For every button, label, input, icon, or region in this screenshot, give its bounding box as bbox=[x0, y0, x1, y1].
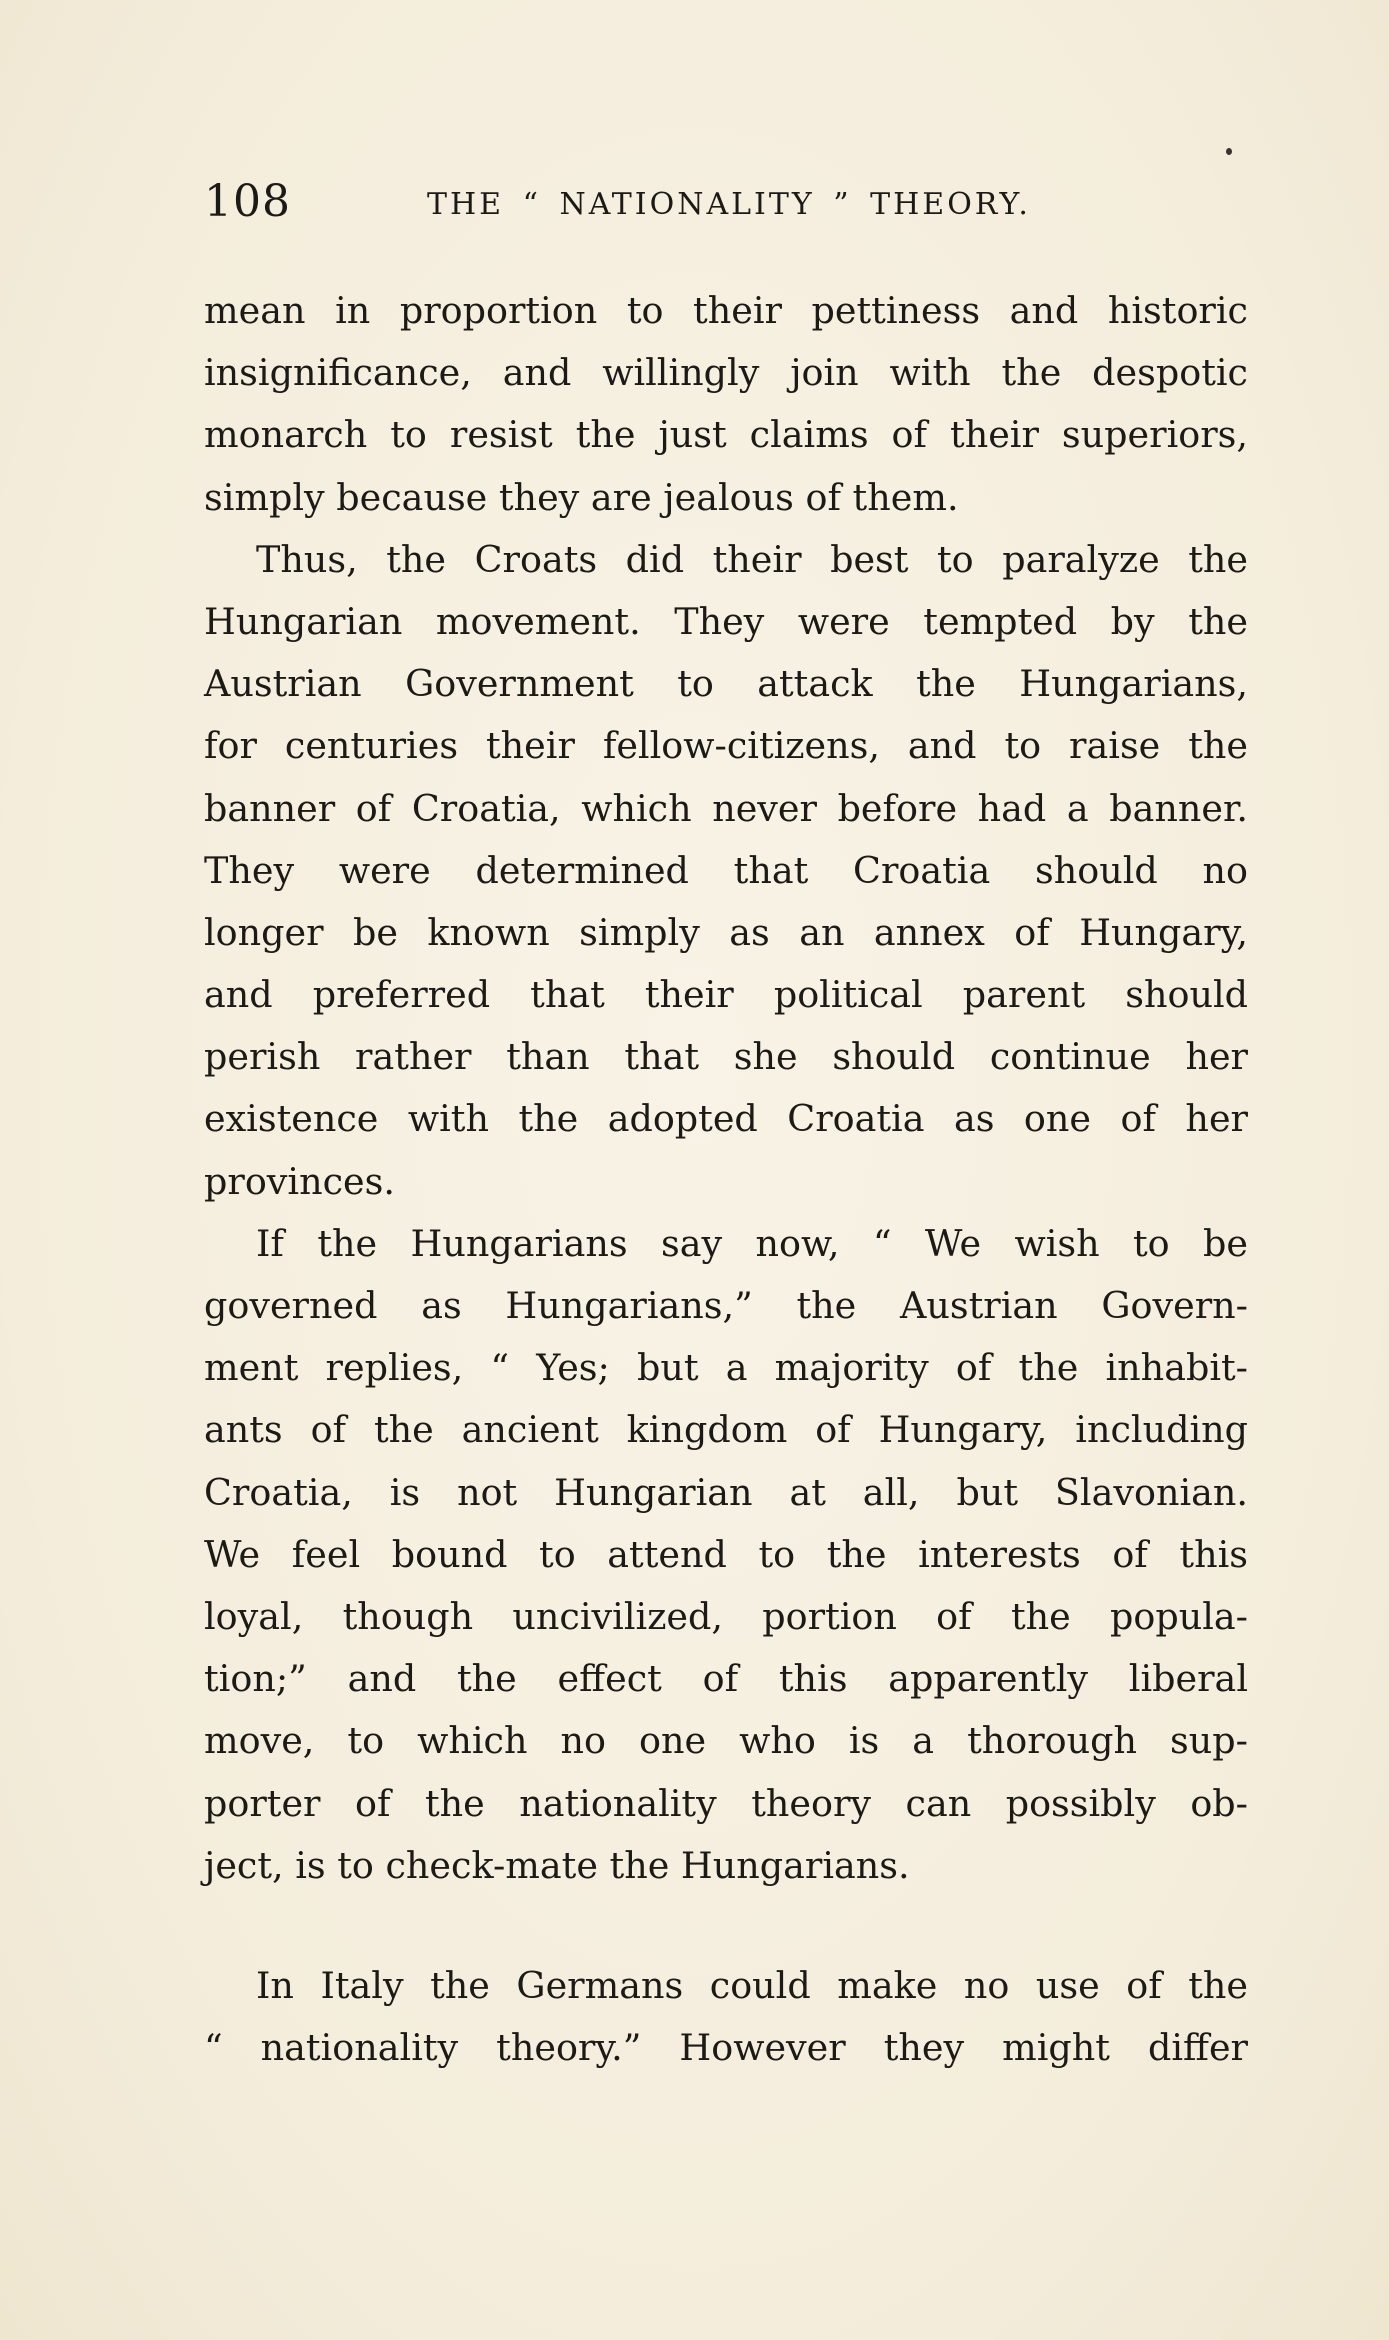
text-line: If the Hungarians say now, “ We wish to be bbox=[256, 1221, 1248, 1265]
text-line: for centuries their fellow-citizens, and to raise the bbox=[204, 724, 1248, 768]
text-line: banner of Croatia, which never before had a banner. bbox=[204, 786, 1248, 830]
text-line: move, to which no one who is a thorough sup- bbox=[204, 1719, 1248, 1763]
text-line: simply because they are jealous of them. bbox=[204, 475, 959, 519]
text-line: loyal, though uncivilized, portion of the popula- bbox=[204, 1594, 1248, 1638]
text-line: In Italy the Germans could make no use of the bbox=[256, 1963, 1248, 2007]
page-header bbox=[204, 172, 1244, 232]
text-line: and preferred that their political parent should bbox=[204, 973, 1248, 1017]
text-line: governed as Hungarians,” the Austrian Govern- bbox=[204, 1284, 1248, 1327]
text-line: porter of the nationality theory can possibly ob- bbox=[204, 1781, 1248, 1825]
ink-speck bbox=[1226, 148, 1232, 155]
text-line: We feel bound to attend to the interests of this bbox=[204, 1532, 1248, 1576]
body-text bbox=[204, 280, 1248, 2079]
text-line: mean in proportion to their pettiness and historic bbox=[204, 289, 1248, 332]
running-head: THE “ NATIONALITY ” THEORY. bbox=[427, 187, 1031, 222]
page-number: 108 bbox=[204, 176, 291, 227]
text-line: provinces. bbox=[204, 1159, 395, 1203]
text-line: monarch to resist the just claims of their superiors, bbox=[204, 413, 1248, 457]
paragraph-gap bbox=[204, 1897, 1248, 1955]
text-line: Hungarian movement. They were tempted by the bbox=[204, 599, 1248, 643]
text-line: Thus, the Croats did their best to paralyze the bbox=[256, 537, 1248, 581]
text-line: perish rather than that she should continue her bbox=[204, 1035, 1248, 1079]
text-line: “ nationality theory.” However they might differ bbox=[204, 2026, 1248, 2070]
text-line: ants of the ancient kingdom of Hungary, including bbox=[204, 1408, 1248, 1452]
text-line: ject, is to check-mate the Hungarians. bbox=[204, 1843, 910, 1887]
text-line: Croatia, is not Hungarian at all, but Slavonian. bbox=[204, 1470, 1248, 1514]
text-line: existence with the adopted Croatia as one of her bbox=[204, 1097, 1248, 1141]
text-line: Austrian Government to attack the Hungarians, bbox=[204, 662, 1248, 706]
text-line: tion;” and the effect of this apparently liberal bbox=[204, 1657, 1248, 1701]
text-line: They were determined that Croatia should no bbox=[204, 848, 1248, 892]
text-line: longer be known simply as an annex of Hungary, bbox=[204, 910, 1248, 954]
text-line: insignificance, and willingly join with the despotic bbox=[204, 351, 1248, 395]
text-line: ment replies, “ Yes; but a majority of the inhabit- bbox=[204, 1346, 1248, 1390]
